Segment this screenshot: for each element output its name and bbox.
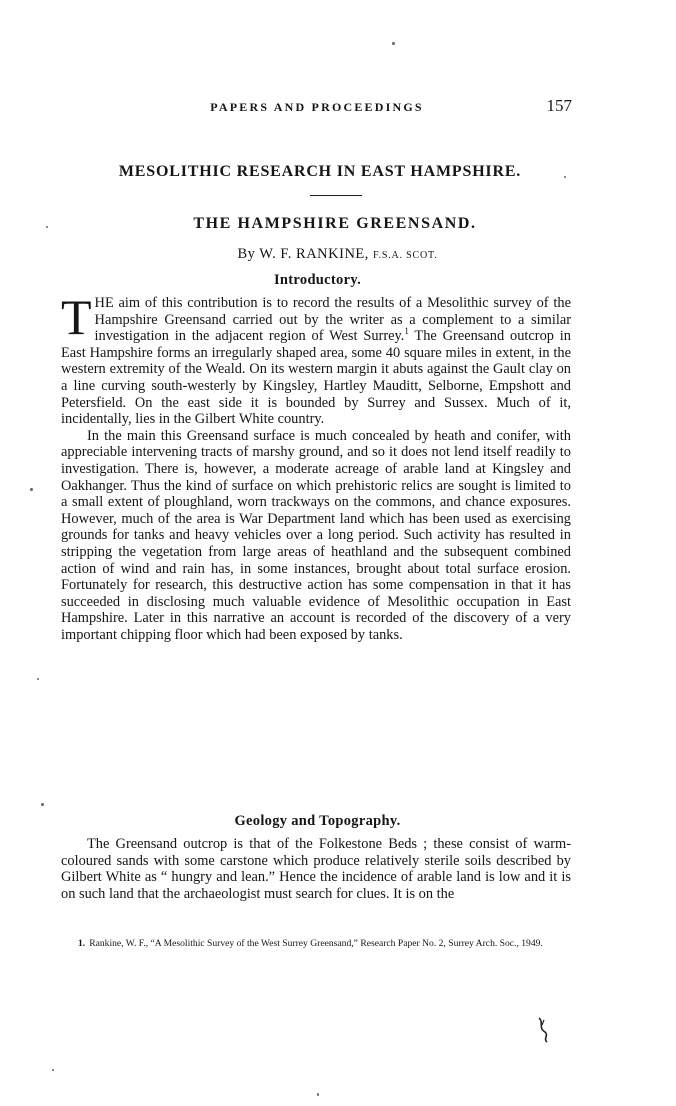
scan-speck	[392, 42, 395, 45]
scan-speck	[564, 176, 566, 178]
footnote	[78, 938, 573, 950]
intro-paragraph-1	[61, 289, 571, 428]
drop-cap: T	[61, 289, 92, 345]
scan-speck	[37, 678, 39, 680]
footnote-reference: 1	[404, 326, 409, 337]
running-head	[62, 96, 572, 120]
footnote-mark: 1.	[78, 938, 86, 949]
author-credentials: F.S.A. SCOT.	[373, 250, 438, 261]
page-number: 157	[546, 96, 572, 115]
scan-speck	[46, 226, 48, 228]
section-heading-geology: Geology and Topography.	[234, 813, 401, 829]
ink-mark	[535, 1016, 555, 1044]
article-title: MESOLITHIC RESEARCH IN EAST HAMPSHIRE.	[118, 163, 522, 180]
title-divider	[310, 195, 362, 196]
introductory-text	[61, 289, 571, 643]
intro-p1-text-a: HE aim of this contribution is to record the results of a Mesolithic survey of the Hampshire Greensand carried out by the writer as a complement to a similar investigation in the adjacent region of West Surrey.	[94, 295, 571, 345]
article-subtitle: THE HAMPSHIRE GREENSAND.	[193, 215, 477, 232]
scan-speck	[52, 1069, 54, 1071]
author-name: By W. F. RANKINE,	[237, 246, 369, 262]
scan-speck	[317, 1093, 319, 1096]
scan-speck	[30, 488, 33, 491]
scan-speck	[41, 803, 44, 806]
section-heading-introductory: Introductory.	[273, 272, 361, 288]
intro-p1-text-b: The Greensand outcrop in East Hampshire forms an irregularly shaped area, some 40 square miles in extent, in the western extremity of the Weald. On its western margin it abuts against the Gault clay on a line curving south-westerly by Kingsley, Hartley Mauditt, Selborne, Empshott and Petersfield. On the east side it is bounded by Surrey and Sussex. Much of it, incidentally, lies in the Gilbert White country.	[61, 328, 571, 428]
geology-paragraph-1: The Greensand outcrop is that of the Folkestone Beds ; these consist of warm-coloured sands with some carstone which produce relatively sterile soils described by Gilbert White as “ hungry and lean.” Hence the incidence of arable land is low and it is on such land that the archaeologist must search for clues. It is on the	[61, 836, 571, 902]
running-title: PAPERS AND PROCEEDINGS	[210, 100, 424, 114]
footnote-text: Rankine, W. F., “A Mesolithic Survey of the West Surrey Greensand,” Research Paper No. 2, Surrey Arch. Soc., 1949.	[89, 938, 543, 949]
byline	[40, 246, 635, 263]
geology-text	[61, 836, 571, 902]
intro-paragraph-2: In the main this Greensand surface is much concealed by heath and conifer, with appreciable intervening tracts of marshy ground, and so it does not lend itself readily to investigation. There is, however, a moderate acreage of arable land at Kingsley and Oakhanger. Thus the kind of surface on which prehistoric relics are sought is limited to a small extent of ploughland, worn trackways on the commons, and chance exposures. However, much of the area is War Department land which has been used as exercising grounds for tanks and heavy vehicles over a long period. Such activity has resulted in stripping the vegetation from large areas of heathland and the subsequent combined action of wind and rain has, in some instances, brought about total surface erosion. Fortunately for research, this destructive action has some compensation in that it has succeeded in disclosing much valuable evidence of Mesolithic occupation in East Hampshire. Later in this narrative an account is recorded of the discovery of a very important chipping floor which had been exposed by tanks.	[61, 427, 571, 643]
